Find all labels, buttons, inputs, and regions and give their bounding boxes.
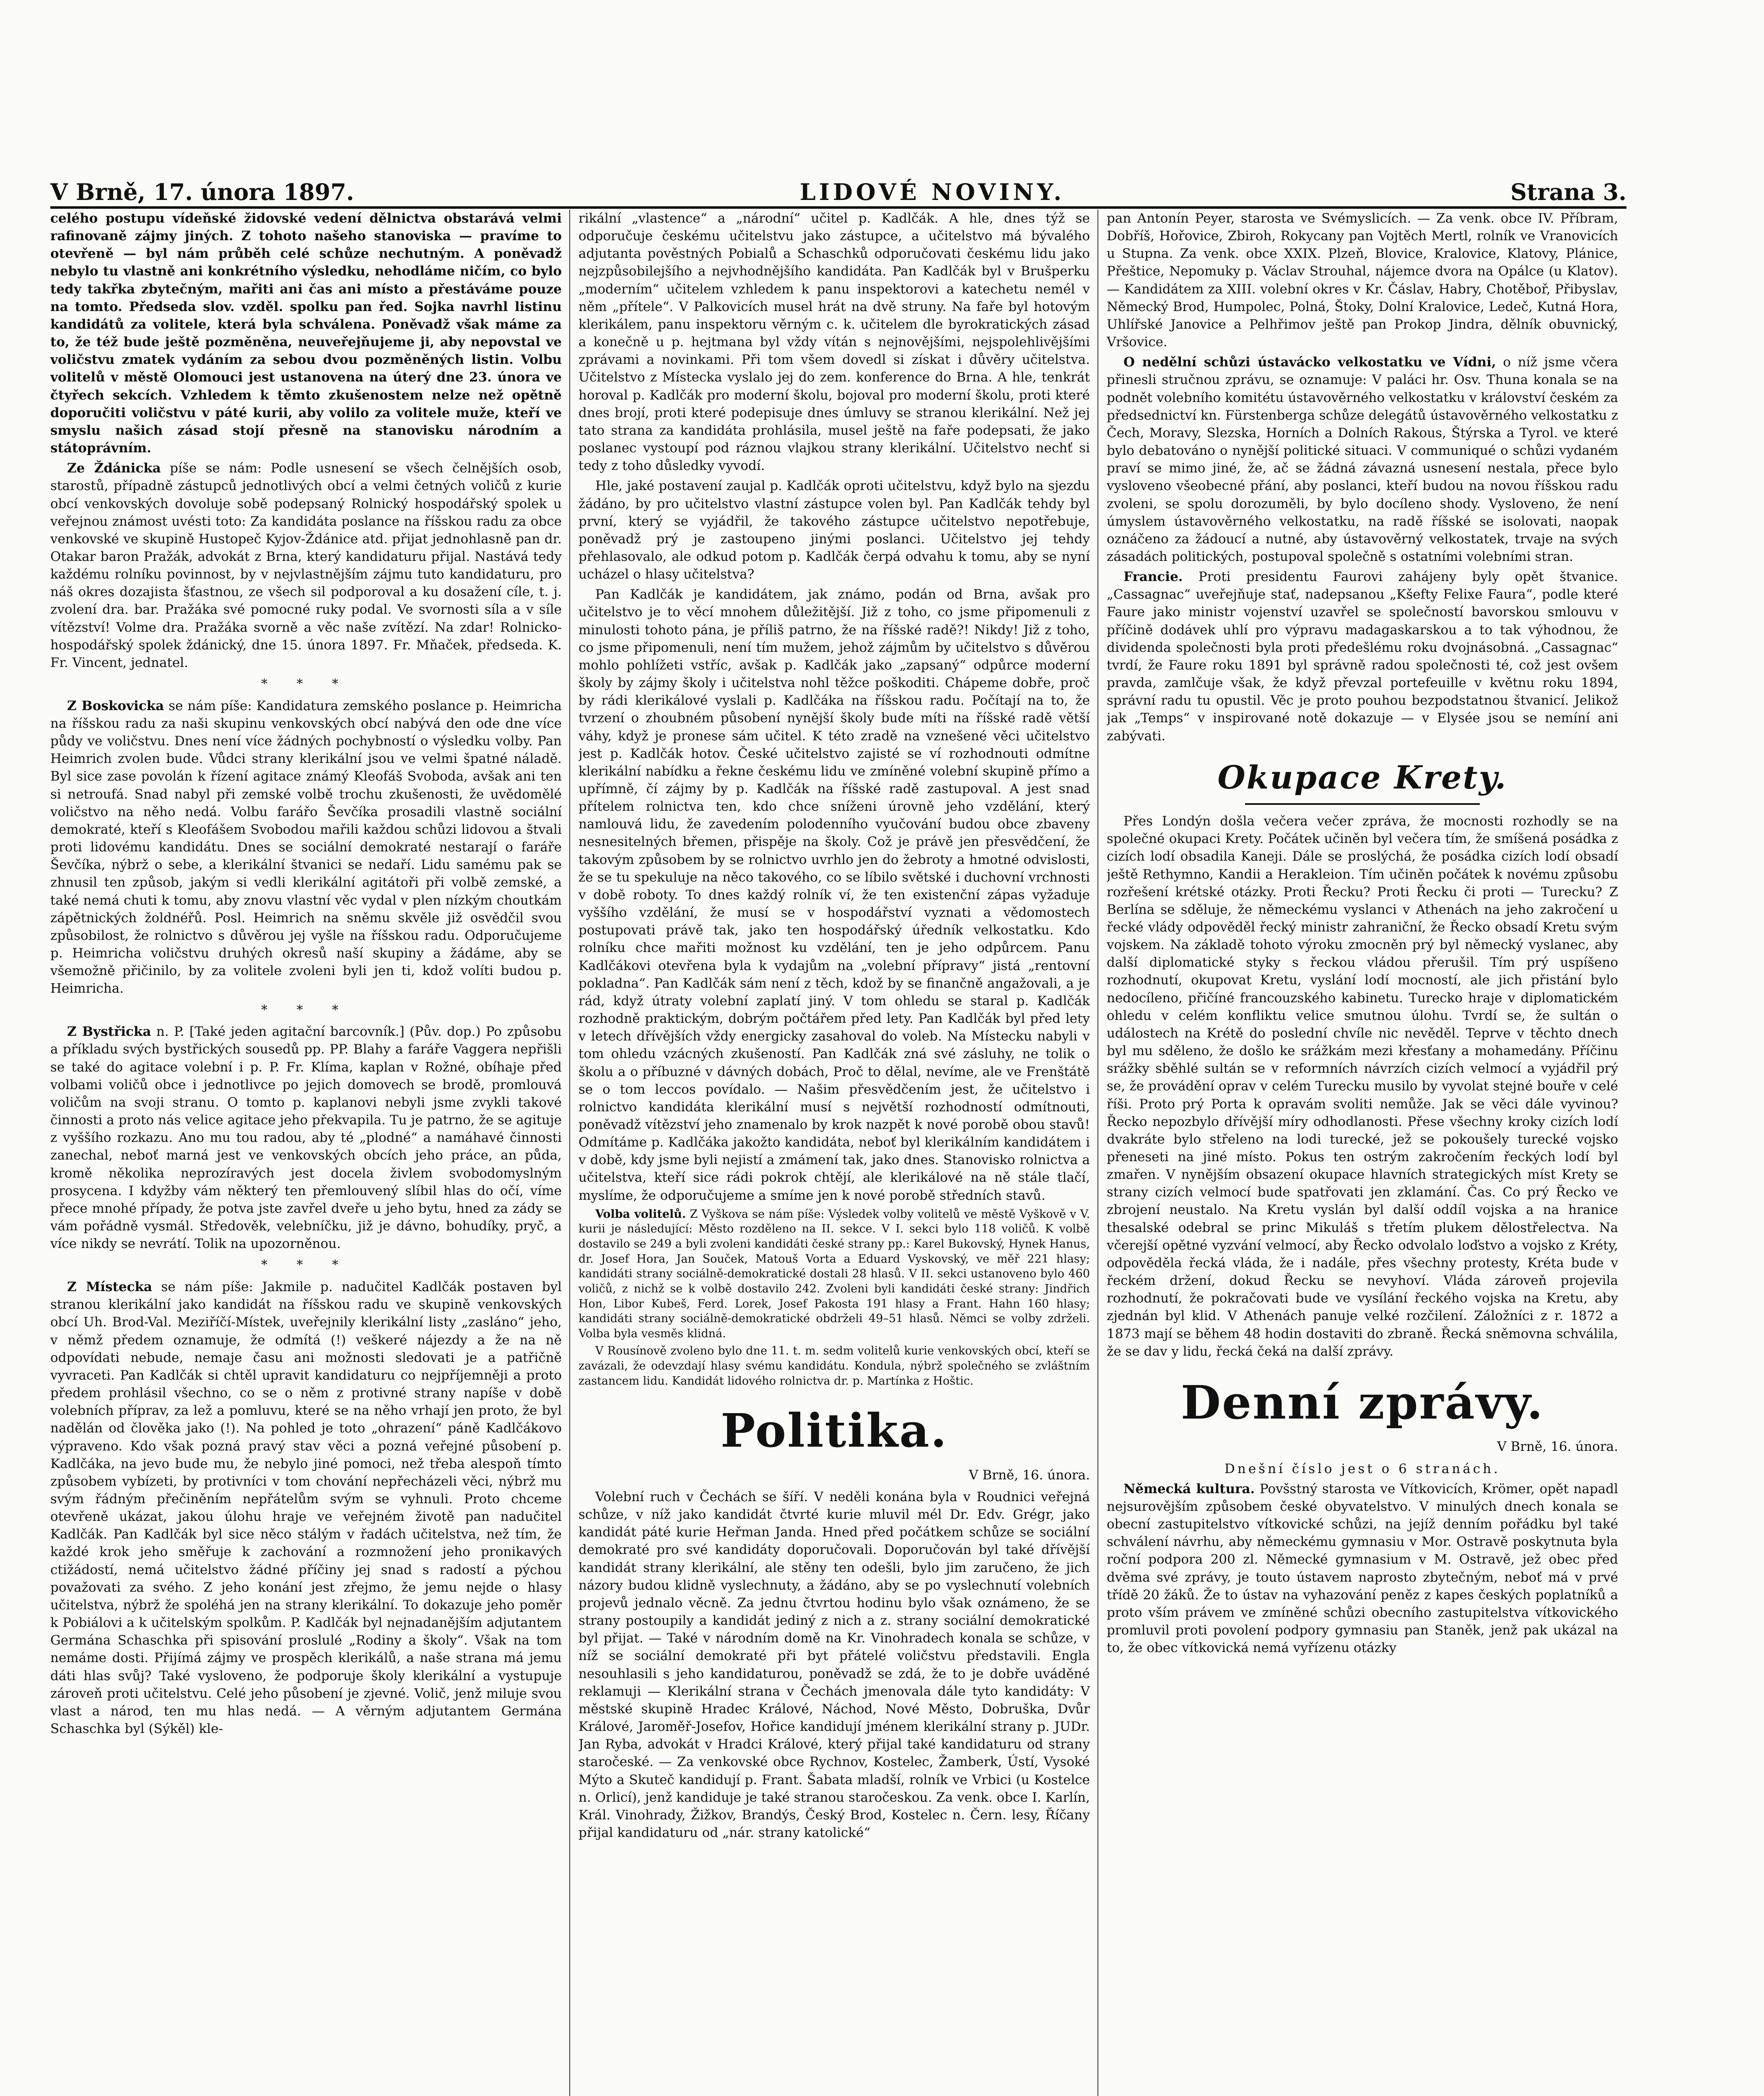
article-kadlcak-3: Pan Kadlčák je kandidátem, jak známo, podán od Brna, avšak pro učitelstvo je to věcí mnohem důležitější. Již z toho, co jsme připomenuli z minulosti tohoto pána, je příliš patrno, že na říšské radě?! Nikdy! Již z toho, co jsme připomenuli, není tím mužem, jehož zájmům by učitelstvo s důvěrou mohlo pohlížeti vstříc, avšak p. Kadlčák jako „zapsaný“ odpůrce moderní školy by zájmy školy i učitelstva nohl těžce poškoditi. Chápeme dobře, proč by rádi klerikálové vyslali p. Kadlčáka na říšskou radu. Počítají na to, že tvrzení o zhoubném působení nynější školy bude míti na říšské radě větší váhy, když je pronese sám učitel. K této zradě na vznešené věci učitelstvo jest p. Kadlčák hotov. České učitelstvo zajisté se ví rozhodnouti odmítne klerikální nabídku a řekne českému lidu ve zmíněné volební skupině přímo a upřímně, čí zájmy by p. Kadlčák na říšské radě zastupoval. A jest snad přítelem rolnictva ten, kdo chce sníženi úrovně jeho vzdělání, který namlouvá lidu, že zavedením polodenního vyučování budou obce zbaveny nesnesitelných břemen, přispěje na školy. Což je právě jen přesvědčení, že takovým způsobem by se rolnictvo uvrhlo jen do žebroty a hmotné odvislosti, že se tu spekuluje na něco takového, co se líbilo světské i duchovní vrchnosti v době roboty. To dnes každý rolník ví, že ten existenční zápas vyžaduje vyššího vzdělání, že musí se v hospodářství vyznati a vědomostech postupovati právě tak, jako ten hospodářský úředník velkostatku. Kdo rolníku chce mařiti možnost ku vzdělání, ten je jeho odpůrcem. Panu Kadlčákovi otevřena byla k vydajům na „volební přípravy“ jistá „rentovní pokladna“. Pan Kadlčák sám není z těch, kdož by se finančně angažovali, a je rád, když útraty volební zaplatí jiný. V tom ohledu se staral p. Kadlčák rozhodně praktickým, dobrým počtářem před lety. Pan Kadlčák byl před lety v letech dřívějších vždy energicky zasahoval do voleb. Na Místecku nabyli v tom ohledu vzácných zkušeností. Pan Kadlčák zná své zásluhy, ne tolik o školu a o příbuzné v dávných dobách, Proč to dělal, nevíme, ale ve Frenštátě se o tom leccos povídalo. — Našim přesvědčením jest, že učitelstvo i rolnictvo kandidáta klerikální musí s největší rozhodností odmítnouti, poněvadž vítězství jeho znamenalo by krok nazpět k nové porobě obou stavů! Odmítáme p. Kadlčáka jakožto kandidáta, neboť byl klerikálním kandidátem i v době, kdy jsme byli nejistí a zmámení tak, jako dnes. Stanovisko rolnictva a učitelstva, kteří sice rádi pokrok chtějí, ale klerikálové na ně stále tlačí, myslíme, že odporučujeme a smíme jen k nové porobě středních stavů. — [578, 587, 1090, 1203]
title-underline — [1245, 803, 1480, 805]
article-continuation: celého postupu vídeňské židovské vedení dělnictva obstarává velmi rafinovaně zájmy jiných. Z tohoto našeho stanoviska — pravíme to otevřeně — byl nám průběh celé schůze nechutným. A poněvadž nebylo tu vlastně ani konkrétního výsledku, nehodláme ničím, co bylo tedy takřka zbytečným, mařiti ani čas ani místo a přestáváme pouze na tomto. Předseda slov. vzděl. spolku pan řed. Sojka navrhl listinu kandidátů za volitele, která byla schválena. Poněvadž však máme za to, že též bude ještě pozměněna, neuveřejňujeme ji, aby nepovstal ve voličstvu zmatek vydáním za sebou dvou pozměněných listin. Volbu volitelů v městě Olomouci jest ustanovena na úterý dne 23. února ve čtyřech sekcích. Vzhledem k těmto zkušenostem nelze než opětně doporučiti voličstvu v páté kurii, aby volilo za volitele muže, kteří ve smyslu našich zásad stojí přesně na stanovisku národním a státoprávním. — [50, 211, 562, 456]
article-okupace-krety: Přes Londýn došla večera večer zpráva, že mocnosti rozhodly se na společné okupaci Krety. Počátek učiněn byl večera tím, že smíšená posádka z cizích lodí obsadila Kaneji. Dále se proslýchá, že posádka cizích lodí obsadí ještě Rethymno, Kandii a Herakleion. Tím učiněn počátek k novému způsobu rozřešení krétské otázky. Proti Řecku? Proti Řecku či proti — Turecku? Z Berlína se sděluje, že německému vyslanci v Athenách na jeho zakročení u řecké vlády odpověděl řecký ministr zahraniční, že Řecko obsadí Kretu svým vojskem. Na základě tohoto výroku zmocněn prý byl německý vyslanec, aby další diplomatické styky s řeckou vládou přerušil. Tím prý uspíšeno rozhodnutí, okupovat Kretu, vyslání lodí mocností, ale jich přistání bylo nedocíleno, přičíné francouzského kabinetu. Turecko hraje v diplomatickém ohledu v celém konfliktu velice smutnou úlohu. Tvrdí se, že sultán o událostech na Krétě do poslední chvíle nic nevěděl. Teprve v těchto dnech byl mu sděleno, že došlo ke srážkám mezi křesťany a mohamedány. Příčinu srážky sběhlé sultán se v reformních návrzích cizích velmocí a vyjádřil prý se, že provádění oprav v celém Turecku musilo by vyvolat stejné bouře v celé říši. Proto prý Porta k opravám svoliti nemůže. Jak se věci dále vyvinou? Řecko nepozbylo dřívější míry odhodlanosti. Přese všechny kroky cizích lodí dvakráte bylo střeleno na lodi turecké, jež se pokoušely turecké vojsko přeneseti na jiné místo. Pokus ten ostrým zakročením řeckých lodí byl zmařen. V nynějším obsazení okupace hlavních strategických míst Krety se strany cizích velmocí bude spatřovati jen zklamání. Čas. Co prý Řecko ve zbrojení neustalo. Na Kretu vyslán byl další oddíl vojska a na hranice thesalské odebral se princ Mikuláš s třetím plukem dělostřelectva. Na včerejší opětné vyzvání velmocí, aby Řecko odvolalo loďstvo a vojsko z Kréty, odpověděla řecká vláda, že i nadále, přes všechny protesty, Kréta bude v řeckém držení, dokud Řecku se nevyhoví. Vláda zároveň projevila rozhodnutí, že pokračovati bude ve vysílání řeckého vojska na Kretu, aby zjednán byl klid. V Athenách panuje velké rozčilení. Záložníci z r. 1872 a 1873 mají se během 48 hodin dostaviti do zbraně. Řecká sněmovna schválila, že se dav y lidu, řecká čeká na další zprávy. — [1107, 814, 1618, 1359]
issue-note: Dnešní číslo jest o 6 stranách. — [1224, 1461, 1500, 1476]
column-1 — [50, 210, 562, 2096]
separator-stars: * * * — [261, 677, 351, 692]
section-title-okupace: Okupace Krety. — [1217, 758, 1507, 796]
columns — [50, 210, 1627, 2096]
article-mistecko-text: se nám píše: Jakmile p. nadučitel Kadlčák postaven byl stranou klerikální jako kandidát na říšskou radu ve skupině venkovských obcí Uh. Brod-Val. Meziříčí-Místek, uveřejnily klerikální listy „zasláno“ jeho, v němž předem oznamuje, že odmítá (!) veškeré nájezdy a že na ně odpovídati nebude, nemaje času ani možnosti sledovati je a patřičně vyvraceti. Pan Kadlčák si chtěl upravit kandidaturu co nejpříjemněji a proto předem prohlásil všechno, co se o něm z protivné strany napíše v době volebních příprav, za lež a pomluvu, které se na něho vrhají jen proto, že byl nadělán od člověka jako (!). Na pohled je toto „ohrazení“ páně Kadlčákovo výpraveno. Kdo však pozná pravý stav věci a pozná veřejné působení p. Kadlčáka, na jevo bude mu, že nebylo jiné pomoci, než třeba alespoň tímto způsobem vybízeti, by protivníci v tom chování nepřecházeli věci, nýbrž mu svým řádným přečiněním nepřátelům svým se vyhnuli. Proto chceme otevřeně ukázat, jakou úlohu hraje ve veřejném životě pan nadučitel Kadlčák. Pan Kadlčák byl sice něco stálým v řadách učitelstva, než tím, že každé krok jeho směřuje k zachování a rozmnožení jeho pronikavých ctižádostí, nemá učitelstvo žádné příčiny jej snad s radostí a pýchou považovati za svého. Z jeho konání jest zřejmo, že jemu nejde o hlasy učitelstva, nýbrž že spoléhá jen na strany klerikální. To dokazuje jeho poměr k Pobiálovi a k učitelským spolkům. P. Kadlčák byl nejnadanějším adjutantem Germána Schaschka při spisování proslulé „Rodiny a školy“. Však na tom nemáme dosti. Přijímá zájmy ve prospěch klerikálů, a naše strana má jemu dáti hlas svůj? Také vysloveno, že podporuje školy klerikální a vystupuje zároveň proti učitelstvu. Celé jeho působení je zjevné. Volič, jenž miluje svou vlast a národ, ten mu hlas nedá. — A věrným adjutantem Germána Schaschka byl (Sýkěl) kle- — [50, 1279, 562, 1737]
article-mistecko-title: Z Místecka — [67, 1279, 153, 1295]
article-rousinov: V Rousínově zvoleno bylo dne 11. t. m. sedm volitelů kurie venkovských obcí, kteří se zavázali, že odevzdají hlasy svému kandidátu. Kondula, nýbrž společného se zvláštním zastancem lidu. Kandidát lidového rolnictva dr. p. Martínka z Hoštic. — [578, 1344, 1090, 1388]
article-velkostatek — [1107, 353, 1618, 566]
article-boskovicko-title: Z Boskovicka — [67, 698, 164, 713]
article-volba-title: Volba volitelů. — [595, 1207, 686, 1221]
column-2 — [578, 210, 1090, 2096]
header-rule — [50, 206, 1627, 209]
article-volebni-ruch: Volební ruch v Čechách se šíří. V neděli konána byla v Roudnici veřejná schůze, v níž jako kandidát čtvrté kurie mluvil mél Dr. Edv. Grégr, jako kandidát páté kurie Heřman Janda. Hned před počátkem schůze se sociální demokraté pro své kandidáty doporučovali. Doporučován byl také dřívější kandidát strany klerikální, ale stěny ten odešli, bylo jim zaručeno, že jich názory budou klidně vyslechnuty, a žádáno, aby se po vyslechnutí volebních projevů jednalo věcně. Za jednu čtvrtou hodinu bylo však oznámeno, že se strany postoupily a kandidát jediný z nich a z. strany sociální demokratické byl přijat. — Také v národním domě na Kr. Vinohradech konala se schůze, v níž se sociální demokraté při byt přátelé voličstvu představili. Engla nesouhlasili s jeho kandidaturou, poněvadž se zdá, že to je dobře uváděné reklamuji — Klerikální strana v Čechách jmenovala dále tyto kandidáty: V městské skupině Hradec Králové, Náchod, Nové Město, Dobruška, Dvůr Králové, Jaroměř-Josefov, Hořice kandidují jménem klerikální strany p. JUDr. Jan Ryba, advokát v Hradci Králové, který přijal také kandidaturu od strany staročeské. — Za venkovské obce Rychnov, Kostelec, Žamberk, Ústí, Vysoké Mýto a Skuteč kandidují p. Frant. Šabata mladší, rolník ve Vrbici (u Kostelce n. Orlicí), jenž kandiduje je také stranou staročeskou. Za venk. obce I. Karlín, Král. Vinohrady, Žižkov, Brandýs, Český Brod, Kostelec n. Čern. lesy, Říčany přijal kandidaturu od „nár. strany katolické“ — [578, 1489, 1090, 1840]
article-volba-text: Z Vyškova se nám píše: Výsledek volby volitelů ve městě Vyškově v V. kurii je následující: Město rozděleno na II. sekce. V I. sekci bylo 118 voličů. K volbě dostavilo se 249 a byli zvoleni kandidáti české strany pp.: Karel Bukovský, Hynek Hanus, dr. Josef Hora, Jan Souček, Matouš Vorta a Eduard Vyskovský, ve měř 221 hlasy; kandidáti strany sociálně-demokratické dostali 28 hlasů. V II. sekci ustanoveno bylo 460 voličů, z nichž se k volbě dostavilo 242. Zvoleni byli kandidáti české strany: Jindřich Hon, Libor Kubeš, Ferd. Lorek, Josef Pakosta 191 hlasy a Frant. Hahn 160 hlasy; kandidáti strany sociálně-demokratické obdrželi 49–51 hlasů. Němci se volby zdrželi. Volba byla vesměs klidná. — [578, 1207, 1090, 1340]
article-zdanicko — [50, 459, 562, 672]
article-bystricko — [50, 1023, 562, 1253]
column-3 — [1107, 210, 1618, 2096]
article-kadlcak-2: Hle, jaké postavení zaujal p. Kadlčák oproti učitelstvu, když bylo na sjezdu žádáno, by pro učitelstvo vlastní zástupce volen byl. Pan Kadlčák tehdy byl první, který se vyjádřil, že takového zástupce učitelstvo nepotřebuje, poněvadž prý je zastoupeno jinými poslanci. Učitelstvo jej tehdy přehlasovalo, ale odkud potom p. Kadlčák čerpá odvahu k tomu, aby se nyní ucházel o hlasy učitelstva? — [578, 478, 1090, 582]
section-title-politika: Politika. — [720, 1403, 948, 1458]
article-francie — [1107, 568, 1618, 745]
article-bystricko-title: Z Bystřicka — [67, 1024, 151, 1040]
article-velkostatek-text: o níž jsme včera přinesli stručnou zprávu, se oznamuje: V paláci hr. Osv. Thuna konala se na podnět volebního komitétu ústavověrného velkostatku v království českém za předsednictví kn. Fürstenberga schůze delegátů ústavověrného velkostatku z Čech, Moravy, Slezska, Horních a Dolních Rakous, Štýrska a Tyrol. ve které bylo debatováno o nynější politické situaci. V communiqué o schůzi vydaném praví se mimo jiné, že, ač se žádná závazná usnesení nestala, přece bylo vysloveno všeobecné přání, aby poslanci, kteří budou na novou říšskou radu zvoleni, se spolu dorozuměli, by bylo docíleno shody. Vysloveno, že není úmyslem ústavověrného velkostatku, na radě říšské se isolovati, naopak oznáčeno za žádoucí a nutné, aby ústavověrný velkostatek, trvaje na svých zásadách politických, postupoval společně s ostatními volebními stran. — [1107, 355, 1618, 564]
article-nemecka-kultura-text: Povšstný starosta ve Vítkovicích, Krömer, opět napadl nejsurovějším způsobem české obyvatelstvo. V minulých dnech konala se obecní zastupitelstvo vítkovické schůzi, na jejíž denním pořádku byl také schválení návrhu, aby německému gymnasiu v Mor. Ostravě poskytnuta byla roční podpora 200 zl. Německé gymnasium v M. Ostravě, jež obec před dvěma své zprávy, je touto ústavem naprosto zbytečným, neboť má v prvé třídě 20 žáků. Že to ústav na vyhazování peněz z kapes českých poplatníků a proto vším právem ve zmíněné schůzi obecního zastupitelstva vítkovického promluvil proti povolení podpory gymnasiu pan Staněk, jenž pak ukázal na to, že obec vítkovická nemá vyřízenu otázky — [1107, 1481, 1618, 1656]
separator-stars: * * * — [261, 1258, 351, 1273]
page-number: Strana 3. — [1510, 179, 1627, 205]
article-francie-title: Francie. — [1123, 569, 1183, 585]
page-header — [50, 168, 1627, 205]
article-kandidati: pan Antonín Peyer, starosta ve Svémyslicích. — Za venk. obce IV. Příbram, Dobříš, Hořovice, Zbiroh, Rokycany pan Vojtěch Mertl, rolník ve Vranovicích u Stupna. Za venk. obce XXIX. Plzeň, Blovice, Kralovice, Klatovy, Plánice, Přeštice, Nepomuky p. Václav Strouhal, nájemce dvora na Opálce (u Klatov). — Kandidátem za XIII. volební okres v Kr. Čáslav, Habry, Chotěboř, Přibyslav, Německý Brod, Humpolec, Polná, Štoky, Dolní Kralovice, Ledeč, Kutná Hora, Uhlířské Janovice a Pelhřimov ještě pan Prokop Jindra, dělník obuvnický, Vršovice. — [1107, 211, 1618, 350]
article-francie-text: Proti presidentu Faurovi zahájeny byly opět štvanice. „Cassagnac“ uveřejňuje stať, nadepsanou „Kšefty Felixe Faura“, podle které Faure jako ministr vojenství uzavřel se společností bavorskou smlouvu v příčině dodávek uhlí pro výpravu madagaskarskou a to tak výhodnou, že dividenda společnosti byla proti předešlému roku dvojnásobná. „Cassagnac“ tvrdí, že Faure roku 1891 byl správně radou společnosti té, což jest ovšem pravda, zamlčuje však, že když převzal portefeuille v květnu roku 1894, správní radu tu opustil. Věc je proto pouhou bezpodstatnou štvanicí. Jelikož jak „Temps“ v inspirované notě dokazuje — v Elysée jsou se nemíní ani zabývati. — [1107, 569, 1618, 744]
article-mistecko — [50, 1278, 562, 1738]
article-nemecka-kultura — [1107, 1480, 1618, 1657]
article-boskovicko-text: se nám píše: Kandidatura zemského poslance p. Heimricha na říšskou radu za naši skupinu venkovských obcí nabývá den ode dne více půdy ve voličstvu. Dnes není více žádných pochybností o výsledku volby. Pan Heimrich zvolen bude. Vůdci strany klerikální jsou ve velmi špatné náladě. Byl sice zase povolán k řízení agitace známý Kleofáš Svoboda, avšak ani ten si netroufá. Snad nabyl při zemské volbě trochu zkušenosti, že uvědomělé voličstvo na něho nedá. Volbu farářo Ševčíka prosadili vlastně sociální demokraté, kteří s Kleofášem Svobodou mařili každou schůzi lidovou a štvali proti lidovému kandidátu. Dnes se sociální demokraté nestarají o faráře Ševčíka, nýbrž o sebe, a klerikální štvanici se nedaří. Lidu samému pak se zhnusil ten způsob, jakým si vedli klerikální agitátoři při volbě zemské, a také nemá chuti k tomu, aby znovu vlastní věc vydal v plen nízkým choutkám zápětnických žoldnéřů. Posl. Heimrich na sněmu skvěle již osvědčil svou způsobilost, že rolnictvo s důvěrou jej vyšle na říšskou radu. Odporučujeme p. Heimricha voličstvu druhých okresů naší skupiny a žádáme, aby se všemožně přičinilo, by za volitele zvoleni byli jen ti, kdož volíti budou p. Heimricha. — [50, 698, 562, 996]
separator-stars: * * * — [261, 1002, 351, 1017]
denni-zpravy-dateline: V Brně, 16. února. — [1497, 1439, 1618, 1455]
article-bystricko-text: n. P. [Také jeden agitační barcovník.] (Pův. dop.) Po způsobu a příkladu svých bystřických sousedů pp. PP. Blahy a faráře Vaggera nepřišli se také do agitace volební i p. P. Fr. Klíma, kaplan v Rožné, obíhaje před volbami voličů obce i jednotlivce po jejich domovech se brodě, promlouvá voličům na svoji stranu. O tomto p. kaplanovi nebyli jsme zvykli takové činnosti a proto nás velice agitace jeho překvapila. Tu je patrno, že se agituje z vyššího rozkazu. Ano mu tou radou, aby té „plodné“ a namáhavé činnosti zanechal, neboť marná jest ve venkovských obcích jeho práce, an půda, kromě několika neprozíravých jest docela živlem svobodomyslným prosycena. I kdyžby vám některý ten přemlouvený slíbil hlas do očí, víme přece mnohé případy, že potva jste zavřel dveře u jeho bytu, hned za zády se vám pořádně vysmál. Středověk, velebníčku, již je dávno, bohudíky, pryč, a více nikdy se nevrátí. Tolik na upozorněnou. — [50, 1024, 562, 1252]
politika-dateline: V Brně, 16. února. — [969, 1467, 1090, 1483]
header-date: V Brně, 17. února 1897. — [50, 179, 354, 205]
article-nemecka-kultura-title: Německá kultura. — [1123, 1481, 1255, 1497]
article-velkostatek-title: O nedělní schůzi ústavácko velkostatku ve Vídni, — [1123, 355, 1496, 370]
newspaper-title: LIDOVÉ NOVINY. — [799, 179, 1065, 205]
article-zdanicko-text: píše se nám: Podle usnesení se všech čelnějších osob, starostů, případně zástupců jednotlivých obcí a velmi četných voličů z kurie obcí venkovských dovoluje sobě podepsaný Rolnický hospodářský spolek u veřejnou známost uvésti toto: Za kandidáta poslance na říšskou radu za obce venkovské ve skupině Hustopeč Kyjov-Ždánice atd. přijat jednohlasně pan dr. Otakar baron Pražák, advokát z Brna, který kandidaturu přijal. Nastává tedy každému rolníku povinnost, by v nejvlastnějším zájmu tuto kandidaturu, pro náš okres dozajista šťastnou, ze všech sil podporoval a ku dosažení cíle, t. j. zvolení dra. bar. Pražáka své pomocné ruky podal. Ve svornosti síla a v síle vítězství! Volme dra. Pražáka svorně a věc naše zvítězí. Na zdar! Rolnicko-hospodářský spolek ždánický, dne 15. února 1897. Fr. Mňaček, předseda. K. Fr. Vincent, jednatel. — [50, 461, 562, 670]
article-kadlcak-1: rikální „vlastence“ a „národní“ učitel p. Kadlčák. A hle, dnes týž se odporučuje českému učitelstvu jako zástupce, a učitelstvo má bývalého adjutanta pověstných Pobialů a Schaschků odporučovati českému lidu jako nejzpůsobilejšího a nejvhodnějšího kandidáta. Pan Kadlčák byl v Brušperku „moderním“ učitelem vzhledem k panu inspektorovi a katechetu nemél v něm „přítele“. V Palkovicích musel hrát na dvě struny. Na faře byl hotovým klerikálem, panu inspektoru věrným c. k. učitelem dle byrokratických zásad a konečně u p. hejtmana byl vždy vítán s nejnovějšími, nejspolehlivějšími zprávami a novinkami. Při tom všem dovedl si získat i důvěry učitelstva. Učitelstvo z Místecka vyslalo jej do zem. konference do Brna. A hle, tenkrát horoval p. Kadlčák pro moderní školu, bojoval pro moderní školu, proti které dnes brojí, proti které podepisuje dnes úmluvy se stranou klerikální. Než jej tato strana za kandidáta prohlásila, musel ještě na faře podepsati, že jako poslanec vystoupí pod ráznou vlajkou strany klerikální. Učitelstvo nechť si tedy z toho důsledky vyvodí. — [578, 211, 1090, 474]
article-zdanicko-title: Ze Ždánicka — [67, 461, 161, 476]
section-title-denni-zpravy: Denní zprávy. — [1180, 1375, 1544, 1429]
article-boskovicko — [50, 697, 562, 998]
article-volba-volitelu — [578, 1207, 1090, 1341]
